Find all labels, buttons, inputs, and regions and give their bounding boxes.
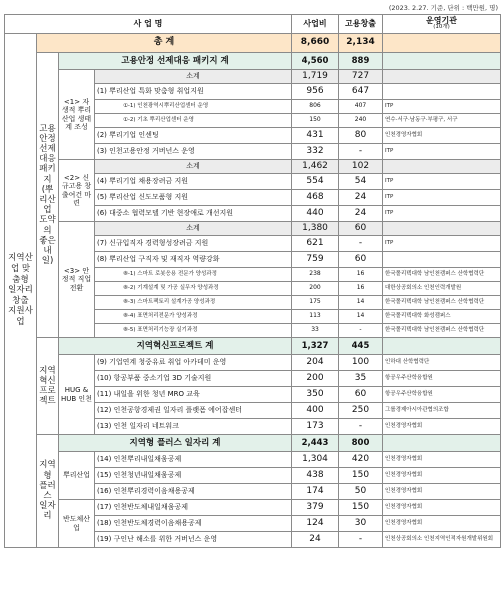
- row-jobs: 100: [339, 355, 383, 371]
- row-jobs: 35: [339, 371, 383, 387]
- unit-note: (2023. 2.27. 기준, 단위 : 백만원, 명): [388, 4, 498, 12]
- row-budget: 173: [292, 419, 339, 435]
- row-label: (2) 뿌리기업 인센팅: [95, 128, 292, 144]
- header-project-name: 사 업 명: [5, 15, 292, 34]
- pkg3-row: [5, 435, 501, 452]
- pkg3-org: [383, 435, 501, 452]
- row-label: (14) 인천뿌리내일채움공제: [95, 452, 292, 468]
- header-row: [5, 15, 501, 34]
- row-budget: 759: [292, 252, 339, 268]
- row-org: 인천경영자협회: [383, 452, 501, 468]
- row-label: ⑧-1) 스마트 로봇응용 전문가 양성과정: [95, 268, 292, 282]
- row-org: 한국폴리텍대학 남인천캠퍼스 산학협력단: [383, 296, 501, 310]
- row-budget: 400: [292, 403, 339, 419]
- row-budget: 440: [292, 206, 339, 222]
- pkg2-org: [383, 338, 501, 355]
- row-label: (15) 인천청년내일채움공제: [95, 468, 292, 484]
- pkg1-jobs: 889: [339, 53, 383, 70]
- total-row: [5, 34, 501, 53]
- left-title-text: 지역산업 맞춤형 일자리창출 지원사업: [8, 253, 33, 328]
- row-label: (3) 인천고용안정 거버넌스 운영: [95, 144, 292, 160]
- row-label: (18) 인천반도체경력이음채용공제: [95, 516, 292, 532]
- row-label: (12) 인천공항경제권 일자리 플랫폼 에어잡센터: [95, 403, 292, 419]
- row-org: 한국폴리텍대학 남인천캠퍼스 산학협력단: [383, 268, 501, 282]
- pkg3-budget: 2,443: [292, 435, 339, 452]
- row-jobs: 16: [339, 268, 383, 282]
- row-org: [383, 252, 501, 268]
- header-budget: 사업비: [292, 15, 339, 34]
- row-org: ITP: [383, 174, 501, 190]
- row-label: (6) 대중소 협력모델 기반 현장애로 개선지원: [95, 206, 292, 222]
- row-budget: 200: [292, 371, 339, 387]
- table-row: [5, 452, 501, 468]
- row-org: 항공우주산학융합원: [383, 371, 501, 387]
- row-budget: 554: [292, 174, 339, 190]
- total-budget: 8,660: [292, 34, 339, 53]
- row-jobs: 24: [339, 206, 383, 222]
- row-jobs: -: [339, 532, 383, 548]
- row-jobs: 150: [339, 468, 383, 484]
- sec2-subtotal-label: 소계: [95, 160, 292, 174]
- pkg1-group: 고용안정 선제대응 패키지 (뿌리산업 도약의 좋은내일): [37, 53, 59, 338]
- row-label: ⑧-2) 기계설계 및 가공 실무자 양성과정: [95, 282, 292, 296]
- pkg3-jobs: 800: [339, 435, 383, 452]
- row-org: 인천상공회의소 인천지역인적자원개발위원회: [383, 532, 501, 548]
- sec2-subtotal-row: [5, 160, 501, 174]
- row-label: (8) 뿌리산업 구직자 및 재직자 역량강화: [95, 252, 292, 268]
- pkg2-subgroup: HUG & HUB 인천: [59, 355, 95, 435]
- row-jobs: 150: [339, 500, 383, 516]
- pkg3-subgroup-2: 반도체산업: [59, 500, 95, 548]
- row-org: 인천경영자협회: [383, 516, 501, 532]
- row-org: 인천경영자협회: [383, 128, 501, 144]
- row-jobs: 14: [339, 310, 383, 324]
- header-org-count: (10개): [433, 24, 450, 31]
- row-jobs: 16: [339, 282, 383, 296]
- row-jobs: 60: [339, 387, 383, 403]
- row-org: ITP: [383, 236, 501, 252]
- row-label: (17) 인천반도체내일채움공제: [95, 500, 292, 516]
- row-label: ⑧-4) 표면처리전문가 양성과정: [95, 310, 292, 324]
- row-jobs: -: [339, 419, 383, 435]
- left-title: [5, 34, 37, 548]
- pkg3-subgroup-1: 뿌리산업: [59, 452, 95, 500]
- row-jobs: 407: [339, 100, 383, 114]
- row-budget: 124: [292, 516, 339, 532]
- sec1-subtotal-budget: 1,719: [292, 70, 339, 84]
- row-label: (9) 기업연계 청중유료 취업 아카데미 운영: [95, 355, 292, 371]
- sec3-subtotal-budget: 1,380: [292, 222, 339, 236]
- pkg2-group: 지역혁신프로젝트: [37, 338, 59, 435]
- row-jobs: 60: [339, 252, 383, 268]
- row-label: ⑧-3) 스마트팩토리 설계가공 양성과정: [95, 296, 292, 310]
- row-org: 인천경영자협회: [383, 484, 501, 500]
- row-budget: 150: [292, 114, 339, 128]
- pkg1-label: 고용안정 선제대응 패키지 계: [59, 53, 292, 70]
- row-budget: 1,304: [292, 452, 339, 468]
- pkg2-jobs: 445: [339, 338, 383, 355]
- row-label: (19) 구인난 해소를 위한 거버넌스 운영: [95, 532, 292, 548]
- row-jobs: -: [339, 236, 383, 252]
- table-row: [5, 500, 501, 516]
- pkg1-row: [5, 53, 501, 70]
- sec1-subtotal-jobs: 727: [339, 70, 383, 84]
- total-org: [383, 34, 501, 53]
- row-label: ①-1) 인천광역시뿌리산업센터 운영: [95, 100, 292, 114]
- total-jobs: 2,134: [339, 34, 383, 53]
- sec2-subtotal-jobs: 102: [339, 160, 383, 174]
- row-label: (5) 뿌리산업 신도모품형 지원: [95, 190, 292, 206]
- row-budget: 33: [292, 324, 339, 338]
- pkg1-org: [383, 53, 501, 70]
- row-jobs: 80: [339, 128, 383, 144]
- row-budget: 332: [292, 144, 339, 160]
- row-label: ⑧-5) 표면처리기능장 실기과정: [95, 324, 292, 338]
- row-budget: 238: [292, 268, 339, 282]
- row-budget: 621: [292, 236, 339, 252]
- row-jobs: -: [339, 144, 383, 160]
- row-org: 그룹경제아시아관협의조합: [383, 403, 501, 419]
- header-jobs: 고용창출: [339, 15, 383, 34]
- sec2-subtotal-budget: 1,462: [292, 160, 339, 174]
- pkg2-label: 지역혁신프로젝트 계: [59, 338, 292, 355]
- row-jobs: 250: [339, 403, 383, 419]
- row-label: (16) 인천뿌리경력이음채용공제: [95, 484, 292, 500]
- sec3-subtotal-label: 소계: [95, 222, 292, 236]
- row-jobs: 420: [339, 452, 383, 468]
- row-org: 인천경영자협회: [383, 500, 501, 516]
- row-org: ITP: [383, 144, 501, 160]
- row-budget: 468: [292, 190, 339, 206]
- header-org-label: 운영기관: [426, 15, 457, 25]
- row-label: (7) 신규입직자 경력형성장려금 지원: [95, 236, 292, 252]
- budget-table: [4, 14, 501, 548]
- row-label: (4) 뿌리기업 채용장려금 지원: [95, 174, 292, 190]
- pkg3-group: 지역형 플러스 일자리: [37, 435, 59, 548]
- sec3-label: <3> 안정적 직업전환: [59, 222, 95, 338]
- row-org: 대한상공회의소 인천인력개발원: [383, 282, 501, 296]
- sec3-subtotal-org: [383, 222, 501, 236]
- row-label: (13) 인천 일자리 네트워크: [95, 419, 292, 435]
- row-jobs: -: [339, 324, 383, 338]
- pkg1-budget: 4,560: [292, 53, 339, 70]
- header-org: [383, 15, 501, 34]
- row-budget: 806: [292, 100, 339, 114]
- pkg3-label: 지역형 플러스 일자리 계: [59, 435, 292, 452]
- row-jobs: 30: [339, 516, 383, 532]
- row-jobs: 14: [339, 296, 383, 310]
- row-label: (11) 내일을 위한 청년 MRO 교육: [95, 387, 292, 403]
- total-label: 총 계: [37, 34, 292, 53]
- table-row: [5, 355, 501, 371]
- row-budget: 200: [292, 282, 339, 296]
- pkg2-row: [5, 338, 501, 355]
- row-org: [383, 84, 501, 100]
- sec3-subtotal-jobs: 60: [339, 222, 383, 236]
- row-org: 연수·서구·남동구·부평구, 서구: [383, 114, 501, 128]
- sec1-subtotal-row: [5, 70, 501, 84]
- row-budget: 431: [292, 128, 339, 144]
- row-budget: 174: [292, 484, 339, 500]
- row-jobs: 24: [339, 190, 383, 206]
- sec3-subtotal-row: [5, 222, 501, 236]
- row-org: 한국폴리텍대학 남인천캠퍼스 산학협력단: [383, 324, 501, 338]
- sec1-subtotal-label: 소계: [95, 70, 292, 84]
- row-org: ITP: [383, 190, 501, 206]
- row-org: ITP: [383, 100, 501, 114]
- row-org: 항공우주산학융합원: [383, 387, 501, 403]
- row-budget: 175: [292, 296, 339, 310]
- row-jobs: 54: [339, 174, 383, 190]
- row-label: (10) 항공부품 중소기업 3D 기술지원: [95, 371, 292, 387]
- row-org: 인하대 산학협력단: [383, 355, 501, 371]
- row-budget: 379: [292, 500, 339, 516]
- sec2-label: <2> 신규고용 창출여건 마련: [59, 160, 95, 222]
- sec2-subtotal-org: [383, 160, 501, 174]
- row-budget: 350: [292, 387, 339, 403]
- row-label: (1) 뿌리산업 특화 맞춤형 취업지원: [95, 84, 292, 100]
- row-budget: 438: [292, 468, 339, 484]
- row-budget: 24: [292, 532, 339, 548]
- row-jobs: 50: [339, 484, 383, 500]
- row-org: ITP: [383, 206, 501, 222]
- row-org: 한국폴리텍대학 화성캠퍼스: [383, 310, 501, 324]
- row-jobs: 240: [339, 114, 383, 128]
- sec1-label: <1> 자생적 뿌리산업 생태계 조성: [59, 70, 95, 160]
- row-label: ①-2) 기초 뿌리산업센터 운영: [95, 114, 292, 128]
- row-jobs: 647: [339, 84, 383, 100]
- pkg2-budget: 1,327: [292, 338, 339, 355]
- row-budget: 956: [292, 84, 339, 100]
- row-budget: 204: [292, 355, 339, 371]
- row-org: 인천경영자협회: [383, 419, 501, 435]
- row-org: 인천경영자협회: [383, 468, 501, 484]
- sec1-subtotal-org: [383, 70, 501, 84]
- row-budget: 113: [292, 310, 339, 324]
